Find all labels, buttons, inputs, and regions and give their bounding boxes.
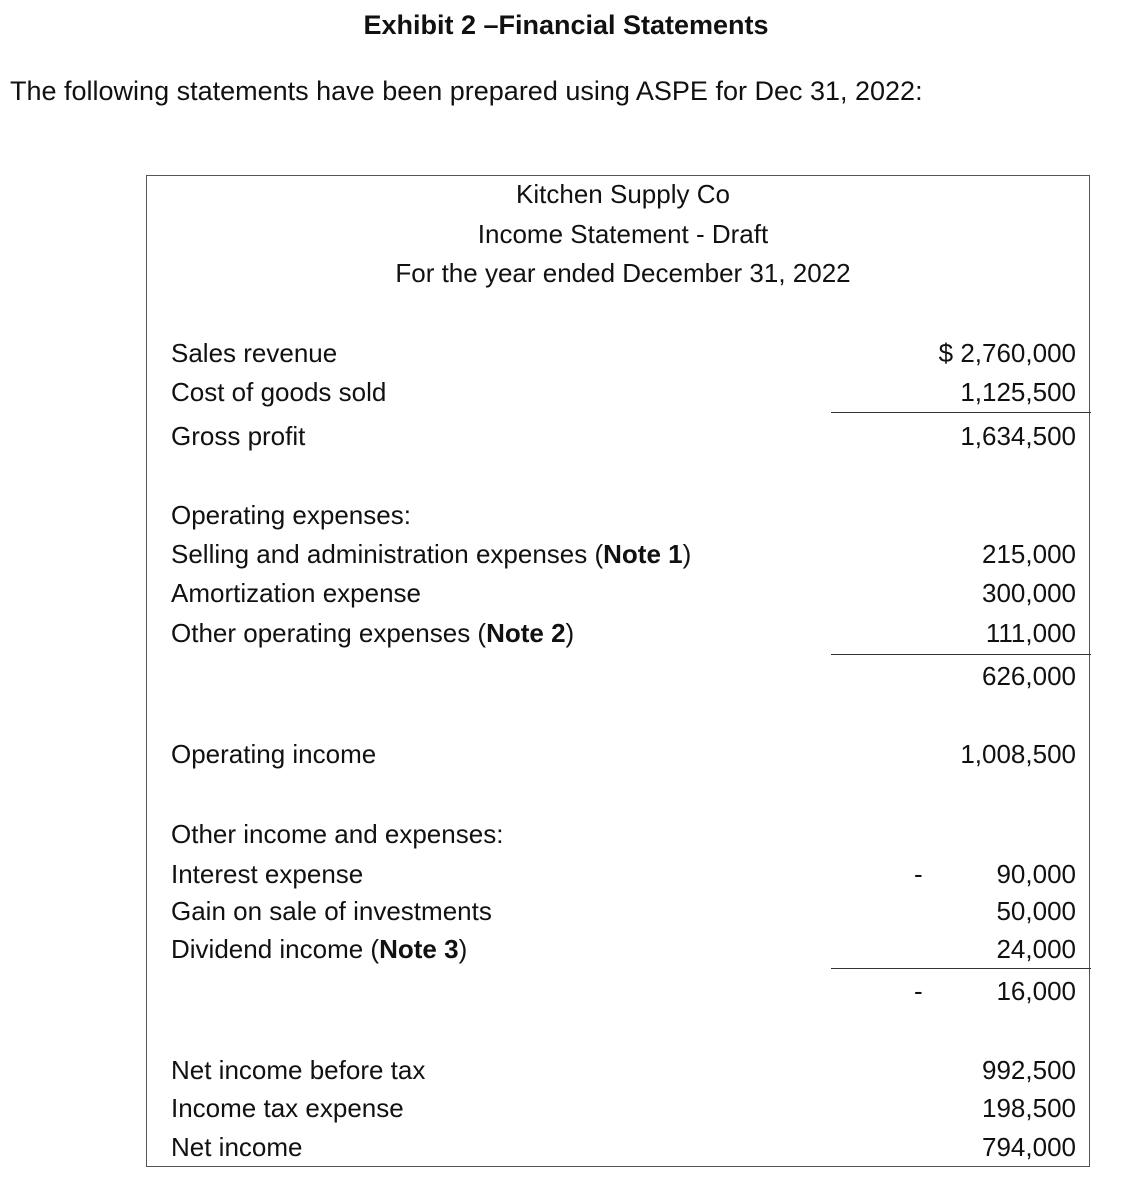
cogs-label: Cost of goods sold	[171, 377, 387, 407]
interest-expense-label: Interest expense	[171, 859, 364, 889]
note-1-ref: Note 1	[603, 539, 683, 569]
other-opex-label: Other operating expenses (Note 2)	[171, 618, 575, 648]
dividend-label: Dividend income (Note 3)	[171, 934, 468, 964]
nibt-label: Net income before tax	[171, 1055, 426, 1085]
interest-expense-amount: 90,000	[996, 859, 1076, 889]
subtotal-rule	[831, 968, 1091, 969]
cogs-amount: 1,125,500	[960, 377, 1076, 407]
nibt-amount: 992,500	[982, 1055, 1076, 1085]
note-3-ref: Note 3	[379, 934, 459, 964]
gross-profit-amount: 1,634,500	[960, 421, 1076, 451]
other-income-header: Other income and expenses:	[171, 819, 504, 849]
total-opex-amount: 626,000	[982, 661, 1076, 691]
exhibit-title: Exhibit 2 –Financial Statements	[363, 10, 769, 40]
dividend-amount: 24,000	[996, 934, 1076, 964]
interest-negative-sign: -	[914, 859, 923, 889]
other-opex-amount: 111,000	[985, 618, 1076, 648]
subtotal-rule	[831, 412, 1091, 413]
gain-sale-label: Gain on sale of investments	[171, 896, 492, 926]
opex-header: Operating expenses:	[171, 500, 411, 530]
amortization-amount: 300,000	[982, 578, 1076, 608]
net-income-label: Net income	[171, 1132, 303, 1162]
intro-text: The following statements have been prepared using ASPE for Dec 31, 2022:	[10, 76, 923, 106]
statement-name: Income Statement - Draft	[477, 219, 769, 249]
other-total-amount: 16,000	[996, 976, 1076, 1006]
income-statement	[146, 175, 1090, 1167]
note-2-ref: Note 2	[486, 618, 566, 648]
sales-revenue-label: Sales revenue	[171, 338, 338, 368]
amortization-label: Amortization expense	[171, 578, 422, 608]
sales-revenue-amount: $ 2,760,000	[938, 338, 1076, 368]
selling-admin-label: Selling and administration expenses (Note 1)	[171, 539, 692, 569]
selling-admin-amount: 215,000	[982, 539, 1076, 569]
statement-period: For the year ended December 31, 2022	[395, 258, 851, 288]
income-tax-amount: 198,500	[982, 1093, 1076, 1123]
other-total-negative-sign: -	[914, 976, 923, 1006]
net-income-amount: 794,000	[982, 1132, 1076, 1162]
gross-profit-label: Gross profit	[171, 421, 306, 451]
operating-income-amount: 1,008,500	[960, 739, 1076, 769]
gain-sale-amount: 50,000	[996, 896, 1076, 926]
operating-income-label: Operating income	[171, 739, 377, 769]
subtotal-rule	[831, 654, 1091, 655]
income-tax-label: Income tax expense	[171, 1093, 404, 1123]
company-name: Kitchen Supply Co	[516, 179, 730, 209]
